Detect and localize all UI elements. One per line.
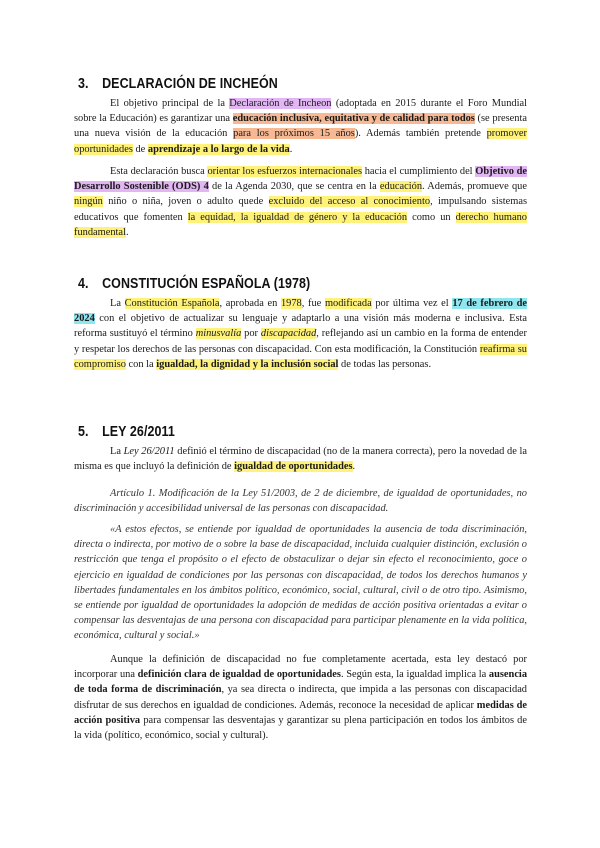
section-5-heading [78,424,175,440]
highlight: la equidad, la igualdad de género y la educación [187,211,408,223]
highlight: 1978 [280,298,302,309]
section-title: DECLARACIÓN DE INCHEÓN [102,76,278,92]
paragraph: La Ley 26/2011 definió el término de discapacidad (no de la manera correcta), pero la novedad de la misma es que incluyó la definición de igualdad de oportunidades. [74,446,527,473]
highlight: modificada [324,298,372,309]
highlight: educación [379,181,423,193]
section-number: 3. [78,76,89,92]
highlight: Constitución Española [124,298,220,309]
highlight-bold: igualdad, la dignidad y la inclusión social [156,358,339,370]
section-number: 5. [78,424,89,440]
highlight: excluido del acceso al conocimiento [268,196,431,208]
highlight: reafirma su compromiso [74,343,527,370]
section-3-heading [78,76,278,92]
highlight: derecho humano fundamental [74,211,528,238]
highlight-bold: aprendizaje a lo largo de la vida [147,143,290,155]
article-reference: Artículo 1. Modificación de la Ley 51/2003, de 2 de diciembre, de igualdad de oportunidades, no discriminación y accesibilidad universal de las personas con discapacidad. [74,488,527,515]
highlight-bold: 17 de febrero de 2024 [74,298,527,325]
highlight-bold: Objetivo de Desarrollo Sostenible (ODS) 4 [74,166,527,193]
paragraph: Aunque la definición de discapacidad no fue completamente acertada, esta ley destacó por incorporar una definición clara de igualdad de oportunidades. Según esta, la igualdad implica la ausencia de toda forma de discriminación, ya sea directa o indirecta, que impida a las personas con discapacidad disfrutar de sus derechos en igualdad de condiciones. Además, reconoce la necesidad de aplicar medidas de acción positiva para compensar las desventajas y garantizar su plena participación en todos los ámbitos de la vida (político, económico, social y cultural). [74,654,528,742]
section-number: 4. [78,276,89,292]
bold-term: medidas de acción positiva [74,699,527,726]
bold-term: definición clara de igualdad de oportunidades [137,669,341,681]
highlight-italic: minusvalía [195,328,242,340]
highlight-bold: educación inclusiva, equitativa y de calidad para todos [232,113,475,125]
highlight-italic: discapacidad [260,328,317,340]
section-title: LEY 26/2011 [102,424,175,440]
law-name: Ley 26/2011 [123,446,175,457]
highlight: para los próximos 15 años [233,128,355,140]
paragraph: La Constitución Española, aprobada en 1978, fue modificada por última vez el 17 de febrero de 2024 con el objetivo de actualizar su lenguaje y adaptarlo a una visión más moderna e inclusiva. Esta reforma sustituyó el término minusvalía por discapacidad, reflejando así un cambio en la forma de entender y respetar los derechos de las personas con discapacidad. Con esta modificación, la Constitución reafirma su compromiso con la igualdad, la dignidad y la inclusión social de todas las personas. [74,298,527,370]
paragraph: Esta declaración busca orientar los esfuerzos internacionales hacia el cumplimiento del Objetivo de Desarrollo Sostenible (ODS) 4 de la Agenda 2030, que se centra en la educación. Además, promueve que ningún niño o niña, joven o adulto quede excluido del acceso al conocimiento, impulsando sistemas educativos que fomenten la equidad, la igualdad de género y la educación como un derecho humano fundamental. [74,166,528,238]
section-4-heading [78,276,310,292]
paragraph: El objetivo principal de la Declaración de Incheon (adoptada en 2015 durante el Foro Mundial sobre la Educación) es garantizar una educación inclusiva, equitativa y de calidad para todos (se presenta una nueva visión de la educación para los próximos 15 años). Además también pretende promover oportunidades de aprendizaje a lo largo de la vida. [74,98,527,155]
highlight: ningún [74,196,103,208]
highlight: orientar los esfuerzos internacionales [207,166,363,177]
highlight: promover oportunidades [74,128,527,155]
section-title: CONSTITUCIÓN ESPAÑOLA (1978) [102,276,311,292]
bold-term: ausencia de toda forma de discriminación [74,669,528,696]
highlight-bold: igualdad de oportunidades [234,461,353,473]
highlight: Declaración de Incheon [229,98,332,109]
law-quote: «A estos efectos, se entiende por igualdad de oportunidades la ausencia de toda discriminación, directa o indirecta, por motivo de o sobre la base de discapacidad, incluida cualquier distinción, exclusión o restricción que tenga el propósito o el efecto de obstaculizar o dejar sin efecto el reconocimiento, goce o ejercicio en igualdad de condiciones por las personas con discapacidad, de todos los derechos humanos y libertades fundamentales en los ámbitos político, económico, social, cultural, civil o de otro tipo. Asimismo, se entiende por igualdad de oportunidades la adopción de medidas de acción positiva orientadas a evitar o compensar las desventajas de una persona con discapacidad para participar plenamente en la vida política, económica, cultural y social.» [74,524,527,642]
